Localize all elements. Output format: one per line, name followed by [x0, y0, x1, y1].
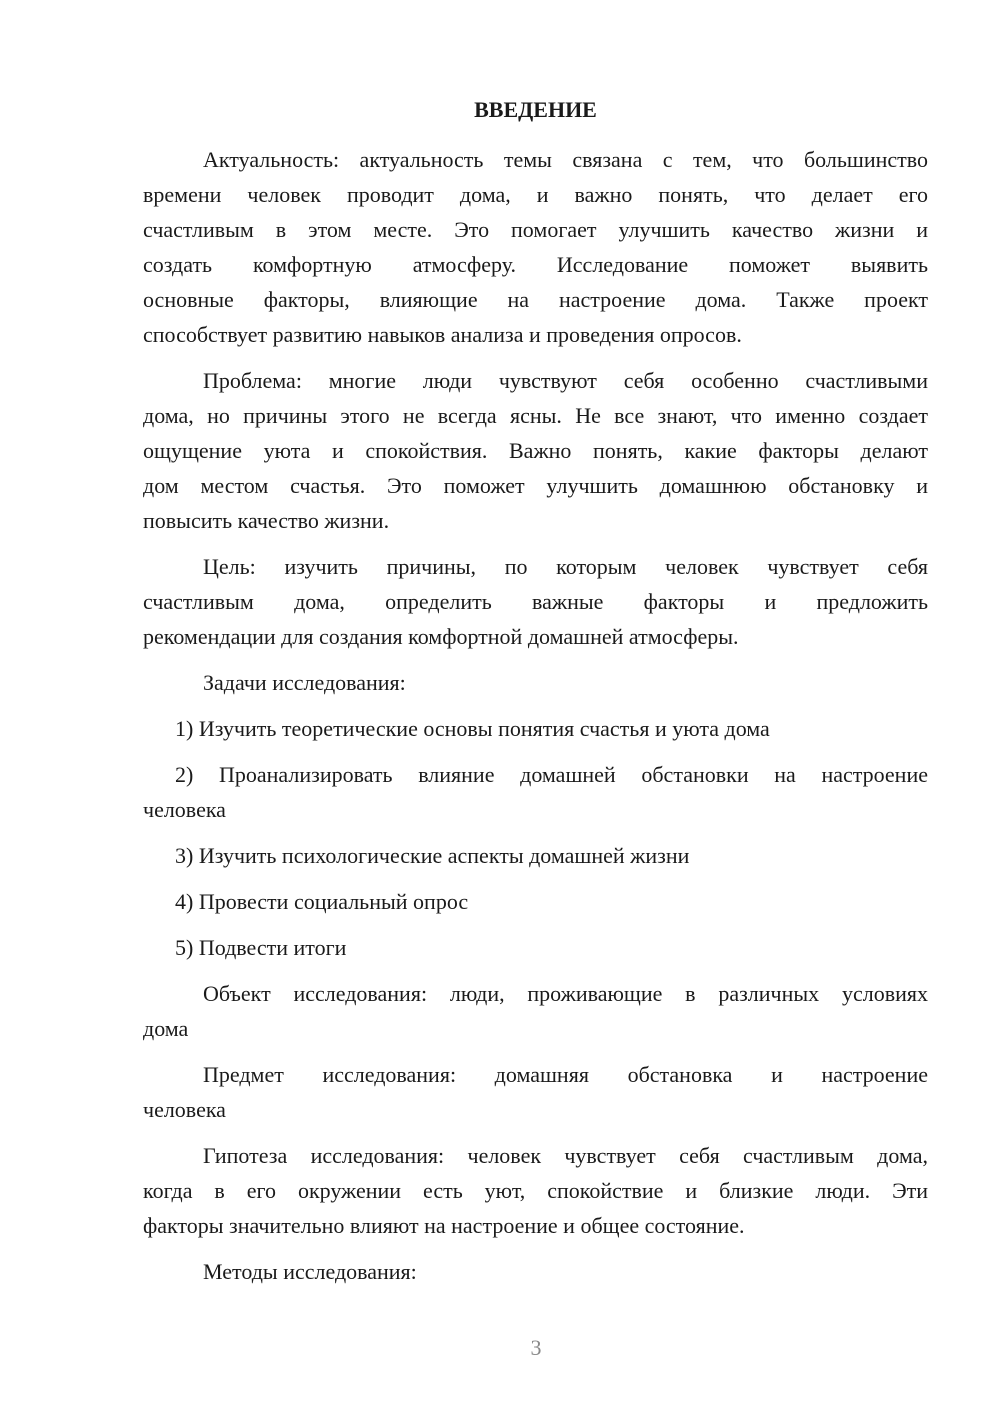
text-line: счастливым дома, определить важные факторы и предложить — [143, 589, 928, 614]
text-line: основные факторы, влияющие на настроение дома. Также проект — [143, 287, 928, 312]
document-page — [143, 92, 928, 1300]
text-line: дома, но причины этого не всегда ясны. Не все знают, что именно создает — [143, 403, 928, 428]
list-item — [143, 884, 928, 919]
paragraph — [143, 142, 928, 352]
text-line: 5) Подвести итоги — [175, 935, 347, 960]
page-number: 3 — [530, 1335, 542, 1360]
paragraph — [143, 1254, 928, 1289]
list-item — [143, 838, 928, 873]
paragraph — [143, 363, 928, 538]
text-line: рекомендации для создания комфортной домашней атмосферы. — [143, 624, 739, 649]
list-item — [143, 757, 928, 827]
paragraph — [143, 549, 928, 654]
text-line: счастливым в этом месте. Это помогает улучшить качество жизни и — [143, 217, 928, 242]
text-line: Цель: изучить причины, по которым человек чувствует себя — [203, 554, 928, 579]
paragraph — [143, 1138, 928, 1243]
text-line: дома — [143, 1016, 189, 1041]
text-line: Проблема: многие люди чувствуют себя особенно счастливыми — [203, 368, 928, 393]
text-line: факторы значительно влияют на настроение и общее состояние. — [143, 1213, 745, 1238]
text-line: Задачи исследования: — [203, 670, 406, 695]
text-line: времени человек проводит дома, и важно понять, что делает его — [143, 182, 928, 207]
text-line: Гипотеза исследования: человек чувствует себя счастливым дома, — [203, 1143, 928, 1168]
text-line: ощущение уюта и спокойствия. Важно понять, какие факторы делают — [143, 438, 928, 463]
text-line: 2) Проанализировать влияние домашней обстановки на настроение — [175, 762, 928, 787]
text-line: повысить качество жизни. — [143, 508, 390, 533]
text-line: дом местом счастья. Это поможет улучшить домашнюю обстановку и — [143, 473, 928, 498]
text-line: способствует развитию навыков анализа и проведения опросов. — [143, 322, 742, 347]
text-line: когда в его окружении есть уют, спокойствие и близкие люди. Эти — [143, 1178, 928, 1203]
paragraph — [143, 1057, 928, 1127]
document-body — [143, 142, 928, 1289]
text-line: Методы исследования: — [203, 1259, 417, 1284]
text-line: создать комфортную атмосферу. Исследование поможет выявить — [143, 252, 928, 277]
text-line: человека — [143, 1097, 226, 1122]
list-item — [143, 711, 928, 746]
text-line: 4) Провести социальный опрос — [175, 889, 469, 914]
paragraph — [143, 665, 928, 700]
text-line: Объект исследования: люди, проживающие в различных условиях — [203, 981, 928, 1006]
text-line: 1) Изучить теоретические основы понятия счастья и уюта дома — [175, 716, 770, 741]
text-line: человека — [143, 797, 226, 822]
list-item — [143, 930, 928, 965]
text-line: Предмет исследования: домашняя обстановка и настроение — [203, 1062, 928, 1087]
text-line: 3) Изучить психологические аспекты домашней жизни — [175, 843, 690, 868]
paragraph — [143, 976, 928, 1046]
section-heading: ВВЕДЕНИЕ — [474, 97, 597, 122]
text-line: Актуальность: актуальность темы связана с тем, что большинство — [203, 147, 928, 172]
